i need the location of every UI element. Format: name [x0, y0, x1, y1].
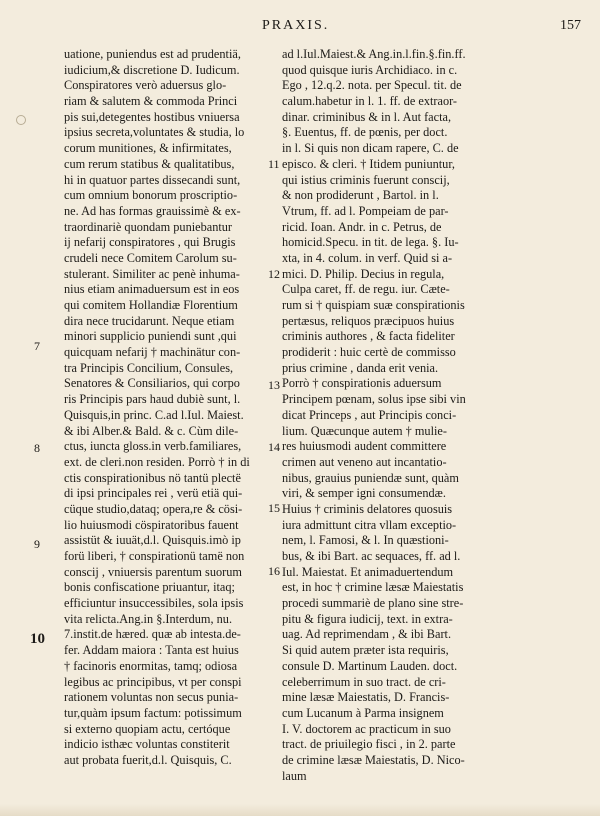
margin-number: 10	[30, 631, 45, 647]
text-line: forü liberi, † conspirationü tamë non	[64, 549, 245, 563]
text-line: uatione, puniendus est ad prudentiä,	[64, 47, 241, 61]
text-line: xta, in 4. colum. in verf. Quid si a-	[282, 250, 453, 265]
right-text-column	[282, 47, 544, 784]
margin-number: 7	[34, 339, 40, 353]
text-line: riam & salutem & commoda Princi	[64, 94, 238, 109]
text-line: prodiderit : huic certè de commisso	[282, 345, 456, 360]
text-line: ctus, iuncta gloss.in verb.familiares,	[64, 439, 242, 454]
text-line: tur,quàm ipsum factum: potissimum	[64, 705, 242, 720]
text-line: mici. D. Philip. Decius in regula,	[282, 266, 445, 281]
text-line: episco. & cleri. † Itidem puniuntur,	[282, 156, 455, 171]
text-line: lium. Quæcunque autem † mulie-	[282, 423, 447, 438]
text-line: in l. Si quis non dicam rapere, C. de	[282, 141, 459, 156]
text-line: ricid. Ioan. Andr. in c. Petrus, de	[282, 219, 442, 234]
text-line: laum	[282, 768, 307, 783]
text-line: traordinariè quondam puniebantur	[64, 219, 233, 234]
text-line: de crimine læsæ Maiestatis, D. Nico-	[282, 752, 465, 767]
text-line: prius crimine , danda erit venia.	[282, 360, 439, 375]
margin-number: 14	[268, 440, 280, 454]
text-line: & non prodiderunt , Bartol. in l.	[282, 188, 439, 203]
text-line: rum si † quispiam suæ conspirationis	[282, 298, 465, 312]
text-line: ris Principis pars haud dubiè sunt, l.	[64, 392, 241, 407]
text-line: corum munitiones, & infirmitates,	[64, 141, 232, 156]
text-line: ad l.Iul.Maiest.& Ang.in.l.fin.§.fin.ff.	[282, 47, 466, 61]
text-line: iura admittunt citra vllam exceptio-	[282, 517, 457, 532]
text-line: pitu & figura iudicij, text. in extra-	[282, 611, 453, 626]
text-line: uag. Ad reprimendam , & ibi Bart.	[282, 627, 452, 642]
margin-number: 9	[34, 537, 40, 551]
text-line: aut probata fuerit,d.l. Quisquis, C.	[64, 752, 232, 767]
text-line: iudicium,& discretione D. Iudicum.	[64, 62, 240, 77]
text-line: bonis confiscatione priuantur, itaq;	[64, 580, 235, 595]
text-line: nibus, grauius puniendæ sunt, quàm	[282, 470, 459, 485]
text-line: homicid.Specu. in tit. de lega. §. Iu-	[282, 235, 459, 250]
text-line: Conspiratores verò aduersus glo-	[64, 78, 227, 93]
text-line: ctis conspirationibus nö tantü plectë	[64, 470, 241, 485]
text-line: di ipsi principales rei , verü etiä qui-	[64, 486, 243, 501]
text-line: hi in quatuor partes dissecandi sunt,	[64, 172, 241, 187]
text-line: Huius † criminis delatores quosuis	[282, 501, 453, 516]
text-line: si externo quopiam actu, certóque	[64, 721, 231, 736]
text-line: Quisquis,in princ. C.ad l.Iul. Maiest.	[64, 407, 244, 422]
text-line: nem, l. Famosi, & l. In quæstioni-	[282, 533, 449, 548]
text-line: pertæsus, reliquos præcipuos huius	[282, 313, 455, 328]
text-line: 7.instit.de hæred. quæ ab intesta.de-	[64, 627, 241, 642]
text-line: quod quisque iuris Archidiaco. in c.	[282, 62, 458, 77]
text-line: minori supplicio puniendi sunt ,qui	[64, 329, 237, 344]
margin-number: 16	[268, 564, 280, 578]
text-line: cum Lucanum à Parma insignem	[282, 705, 444, 720]
text-line: conscij , vniuersis parentum suorum	[64, 564, 242, 579]
text-line: dinar. criminibus & in l. Aut facta,	[282, 109, 452, 124]
page-edge-shading	[0, 804, 600, 816]
running-header	[0, 18, 600, 38]
text-line: ipsius secreta,voluntates & studia, lo	[64, 125, 245, 140]
text-line: cum rerum statibus & qualitatibus,	[64, 156, 235, 171]
text-line: pis sui,detegentes hostibus vniuersa	[64, 109, 240, 124]
margin-number: 8	[34, 441, 40, 455]
text-line: Vtrum, ff. ad l. Pompeiam de par-	[282, 203, 449, 218]
text-line: stulerant. Similiter ac penè inhuma-	[64, 266, 240, 281]
text-line: ij nefarij conspiratores , qui Brugis	[64, 235, 236, 250]
text-line: dicat Princeps , aut Principis conci-	[282, 407, 457, 422]
text-line: qui comitem Hollandiæ Florentium	[64, 298, 238, 312]
text-line: nius etiam animaduersum est in eos	[64, 282, 240, 297]
text-line: tra Principis Concilium, Consules,	[64, 360, 234, 375]
text-line: & ibi Alber.& Bald. & c. Cùm dile-	[64, 423, 239, 438]
text-line: I. V. doctorem ac practicum in suo	[282, 721, 451, 736]
text-line: criminis authores , & facta fideliter	[282, 329, 455, 344]
text-line: crimen aut veneno aut incantatio-	[282, 454, 447, 469]
text-line: celeberrimum in suo tract. de cri-	[282, 674, 446, 689]
text-line: rationem voluntas non secus punia-	[64, 690, 239, 705]
text-line: † facinoris enormitas, tamq; odiosa	[64, 658, 238, 673]
text-line: Culpa caret, ff. de regu. iur. Cæte-	[282, 282, 450, 297]
text-line: lio huiusmodi cöspiratoribus fauent	[64, 517, 239, 532]
text-line: Iul. Maiestat. Et animaduertendum	[282, 564, 454, 579]
text-line: est, in hoc † crimine læsæ Maiestatis	[282, 580, 464, 595]
text-line: Si quid autem præter ista requiris,	[282, 643, 449, 658]
text-line: Porrò † conspirationis aduersum	[282, 376, 442, 391]
text-line: dira nece trucidarunt. Neque etiam	[64, 313, 235, 328]
text-line: qui istius criminis fuerunt conscij,	[282, 172, 450, 187]
paper-hole	[16, 115, 26, 125]
text-line: efficiuntur insuccessibiles, sola ipsis	[64, 596, 244, 611]
text-line: indicio isthæc voluntas constiterit	[64, 737, 230, 752]
page-number: 157	[560, 18, 581, 33]
left-text-column	[64, 47, 282, 769]
text-line: res huiusmodi audent committere	[282, 439, 447, 454]
margin-number: 15	[268, 501, 280, 515]
text-line: cüque studio,dataq; opera,re & cösi-	[64, 501, 243, 516]
text-line: calum.habetur in l. 1. ff. de extraor-	[282, 94, 458, 109]
text-line: cum omnium bonorum proscriptio-	[64, 188, 238, 203]
text-line: crudeli nece Comitem Carolum su-	[64, 250, 237, 265]
margin-number: 12	[268, 267, 280, 281]
text-line: vita relicta.Ang.in §.Interdum, nu.	[64, 611, 233, 626]
text-line: §. Euentus, ff. de pœnis, per doct.	[282, 125, 448, 140]
text-line: fer. Addam maiora : Tanta est huius	[64, 643, 239, 658]
text-line: ext. de cleri.non residen. Porrò † in di	[64, 454, 250, 469]
text-line: ne. Ad has formas grauissimè & ex-	[64, 203, 241, 218]
text-line: viri, & semper igni consumendæ.	[282, 486, 446, 501]
text-line: quicquam nefarij † machinätur con-	[64, 345, 241, 360]
text-line: Senatores & Consiliarios, qui corpo	[64, 376, 240, 391]
text-line: assistüt & iuuät,d.l. Quisquis.imò ip	[64, 533, 241, 548]
text-line: consule D. Martinum Lauden. doct.	[282, 658, 458, 673]
text-line: Ego , 12.q.2. nota. per Specul. tit. de	[282, 78, 462, 93]
text-line: procedi summariè de plano sine stre-	[282, 596, 464, 611]
text-line: legibus ac principibus, vt per conspi	[64, 674, 242, 689]
running-title: PRAXIS.	[262, 18, 330, 33]
text-line: Principem pœnam, solus ipse sibi vin	[282, 392, 466, 407]
margin-number: 13	[268, 378, 280, 392]
text-line: bus, & ibi Bart. ac sequaces, ff. ad l.	[282, 549, 461, 563]
margin-number: 11	[268, 157, 280, 171]
text-line: tract. de priuilegio fisci , in 2. parte	[282, 737, 456, 752]
text-line: mine læsæ Maiestatis, D. Francis-	[282, 690, 450, 705]
